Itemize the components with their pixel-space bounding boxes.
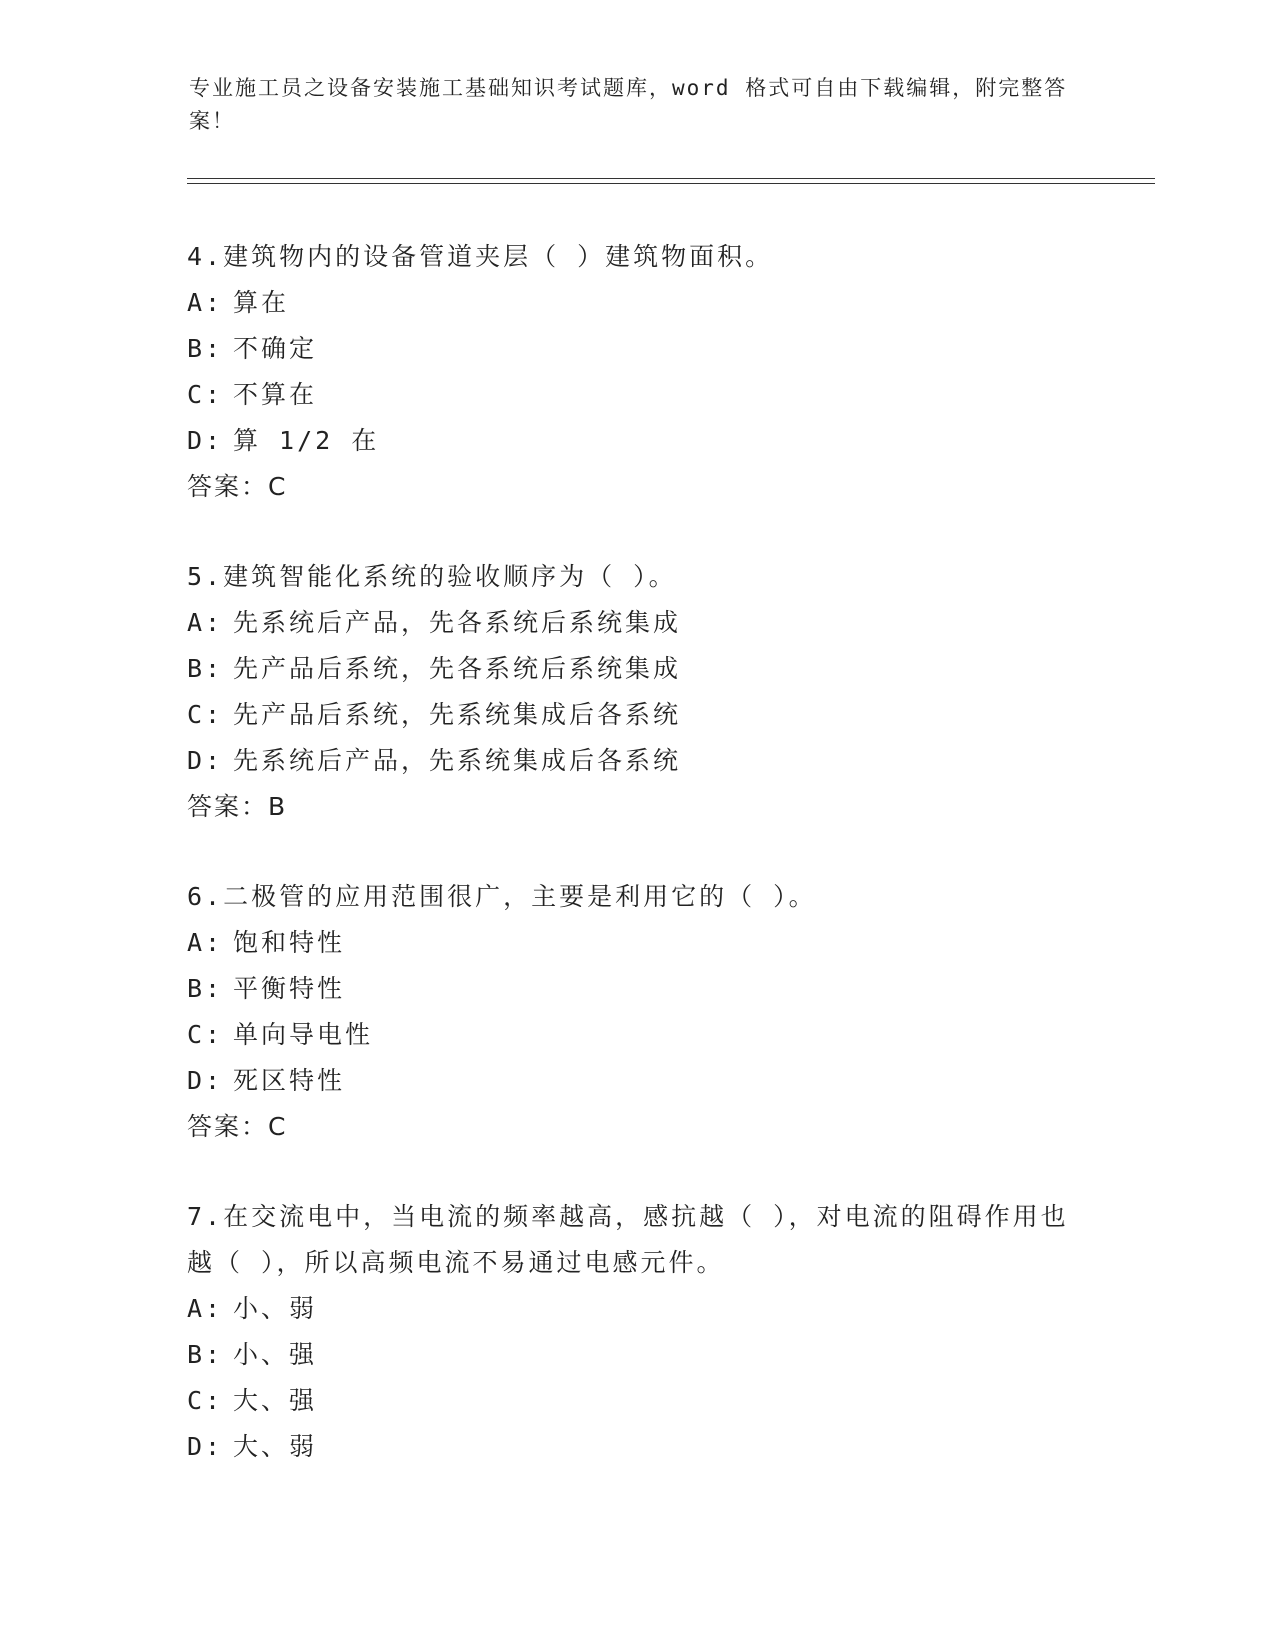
option-text: 先产品后系统，先系统集成后各系统 — [233, 700, 682, 729]
option-key: D: — [187, 1432, 224, 1461]
option-a — [187, 920, 1087, 966]
option-d — [187, 1058, 1087, 1104]
option-text: 小、弱 — [233, 1294, 318, 1323]
option-text: 算 1/2 在 — [233, 426, 380, 455]
option-key: A: — [187, 288, 224, 317]
option-text: 饱和特性 — [233, 928, 346, 957]
option-c — [187, 1378, 1087, 1424]
option-key: D: — [187, 746, 224, 775]
option-key: C: — [187, 700, 224, 729]
option-text: 大、强 — [233, 1386, 318, 1415]
option-text: 不算在 — [233, 380, 318, 409]
option-text: 算在 — [233, 288, 290, 317]
header-divider-bottom — [187, 183, 1155, 184]
option-text: 平衡特性 — [233, 974, 346, 1003]
option-text: 单向导电性 — [233, 1020, 374, 1049]
option-text: 先产品后系统，先各系统后系统集成 — [233, 654, 682, 683]
option-text: 先系统后产品，先系统集成后各系统 — [233, 746, 682, 775]
option-key: B: — [187, 974, 224, 1003]
option-key: A: — [187, 1294, 224, 1323]
option-key: B: — [187, 1340, 224, 1369]
question-stem: 6.二极管的应用范围很广，主要是利用它的（ ）。 — [187, 882, 817, 911]
question-6 — [187, 874, 1087, 1150]
header-divider-top — [187, 178, 1155, 179]
question-stem: 7.在交流电中，当电流的频率越高，感抗越（ ），对电流的阻碍作用也越（ ），所以高频电流不易通过电感元件。 — [187, 1202, 1069, 1277]
option-c — [187, 1012, 1087, 1058]
option-key: C: — [187, 1386, 224, 1415]
question-7 — [187, 1194, 1087, 1470]
option-b — [187, 1332, 1087, 1378]
question-stem: 4.建筑物内的设备管道夹层（ ）建筑物面积。 — [187, 242, 774, 271]
question-5 — [187, 554, 1087, 830]
answer: 答案：B — [187, 792, 288, 821]
option-key: B: — [187, 654, 224, 683]
question-stem: 5.建筑智能化系统的验收顺序为（ ）。 — [187, 562, 677, 591]
option-text: 小、强 — [233, 1340, 318, 1369]
option-b — [187, 646, 1087, 692]
option-c — [187, 692, 1087, 738]
option-a — [187, 600, 1087, 646]
option-text: 大、弱 — [233, 1432, 318, 1461]
option-text: 不确定 — [233, 334, 318, 363]
document-header: 专业施工员之设备安装施工基础知识考试题库，word 格式可自由下载编辑，附完整答案！ — [189, 76, 1068, 133]
option-b — [187, 966, 1087, 1012]
option-key: A: — [187, 608, 224, 637]
option-a — [187, 280, 1087, 326]
option-key: C: — [187, 380, 224, 409]
option-text: 先系统后产品，先各系统后系统集成 — [233, 608, 682, 637]
option-key: D: — [187, 1066, 224, 1095]
option-key: C: — [187, 1020, 224, 1049]
option-d — [187, 738, 1087, 784]
answer: 答案：C — [187, 472, 288, 501]
question-4 — [187, 234, 1087, 510]
option-key: D: — [187, 426, 224, 455]
option-text: 死区特性 — [233, 1066, 346, 1095]
option-key: B: — [187, 334, 224, 363]
option-d — [187, 1424, 1087, 1470]
option-a — [187, 1286, 1087, 1332]
answer: 答案：C — [187, 1112, 288, 1141]
option-c — [187, 372, 1087, 418]
option-key: A: — [187, 928, 224, 957]
option-d — [187, 418, 1087, 464]
option-b — [187, 326, 1087, 372]
